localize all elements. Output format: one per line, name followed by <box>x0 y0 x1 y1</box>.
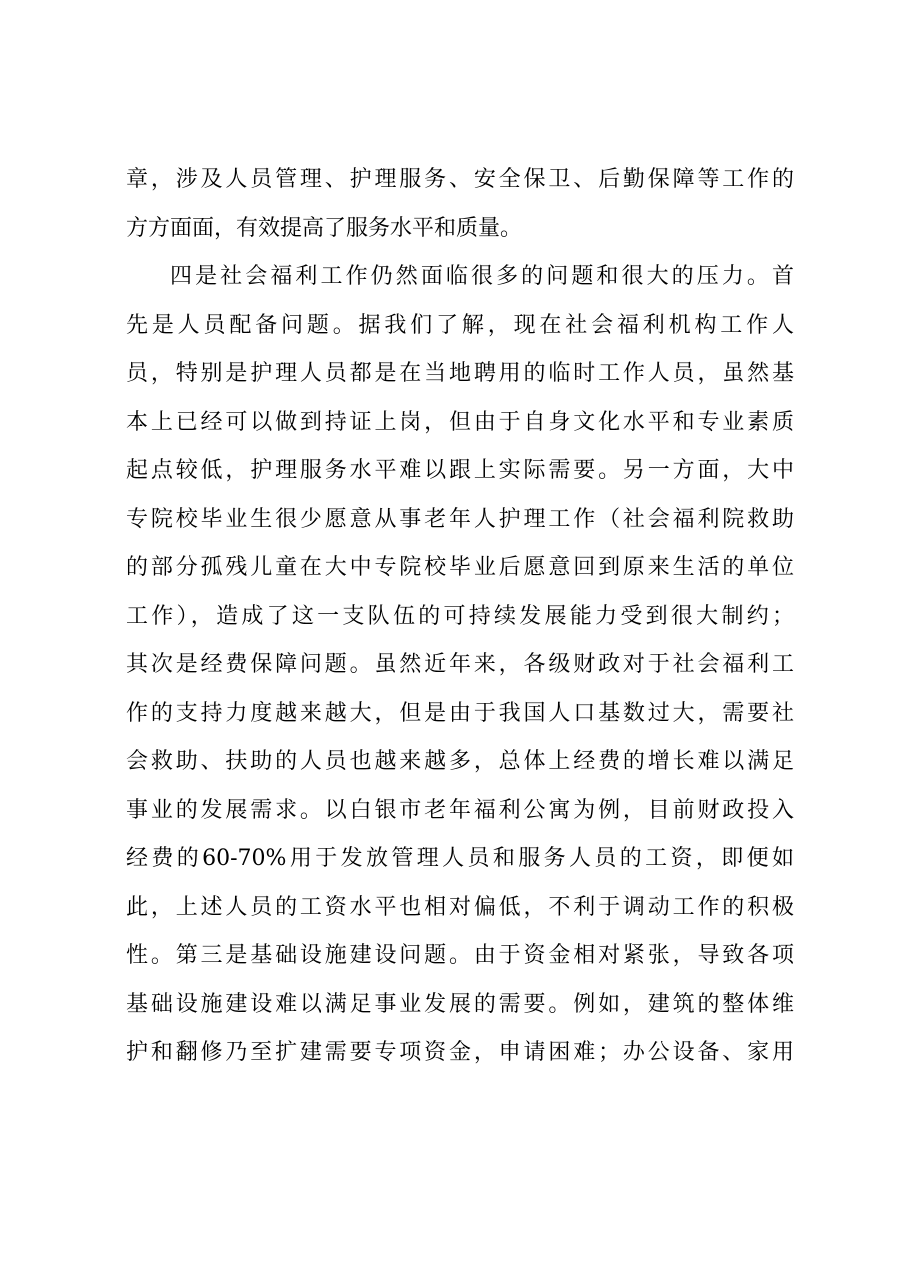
text-line: 起点较低，护理服务水平难以跟上实际需要。另一方面，大中 <box>126 458 794 483</box>
text-line: 章，涉及人员管理、护理服务、安全保卫、后勤保障等工作的 <box>126 167 794 192</box>
text-line: 护和翻修乃至扩建需要专项资金，申请困难；办公设备、家用 <box>126 1040 794 1065</box>
text-line: 基础设施建设难以满足事业发展的需要。例如，建筑的整体维 <box>126 991 794 1017</box>
text-line: 本上已经可以做到持证上岗，但由于自身文化水平和专业素质 <box>126 409 794 435</box>
text-line: 员，特别是护理人员都是在当地聘用的临时工作人员，虽然基 <box>126 361 794 386</box>
text-line: 的部分孤残儿童在大中专院校毕业后愿意回到原来生活的单位 <box>126 555 794 580</box>
paragraph-2 <box>126 253 794 1078</box>
text-line: 事业的发展需求。以白银市老年福利公寓为例，目前财政投入 <box>126 797 794 823</box>
text-line: 先是人员配备问题。据我们了解，现在社会福利机构工作人 <box>126 312 794 338</box>
body-text <box>126 156 794 1078</box>
text-line: 此，上述人员的工资水平也相对偏低，不利于调动工作的积极 <box>126 894 794 920</box>
text-line: 专院校毕业生很少愿意从事老年人护理工作（社会福利院救助 <box>126 506 794 532</box>
paragraph-1 <box>126 156 794 253</box>
text-line: 四是社会福利工作仍然面临很多的问题和很大的压力。首 <box>170 264 794 289</box>
text-line: 性。第三是基础设施建设问题。由于资金相对紧张，导致各项 <box>126 943 794 968</box>
text-line: 会救助、扶助的人员也越来越多，总体上经费的增长难以满足 <box>126 749 794 774</box>
text-line: 其次是经费保障问题。虽然近年来，各级财政对于社会福利工 <box>126 652 794 677</box>
text-line: 经费的60-70%用于发放管理人员和服务人员的工资，即便如 <box>126 846 794 871</box>
text-line: 工作），造成了这一支队伍的可持续发展能力受到很大制约； <box>126 603 794 629</box>
text-line: 作的支持力度越来越大，但是由于我国人口基数过大，需要社 <box>126 700 794 726</box>
text-line: 方方面面，有效提高了服务水平和质量。 <box>126 215 523 241</box>
